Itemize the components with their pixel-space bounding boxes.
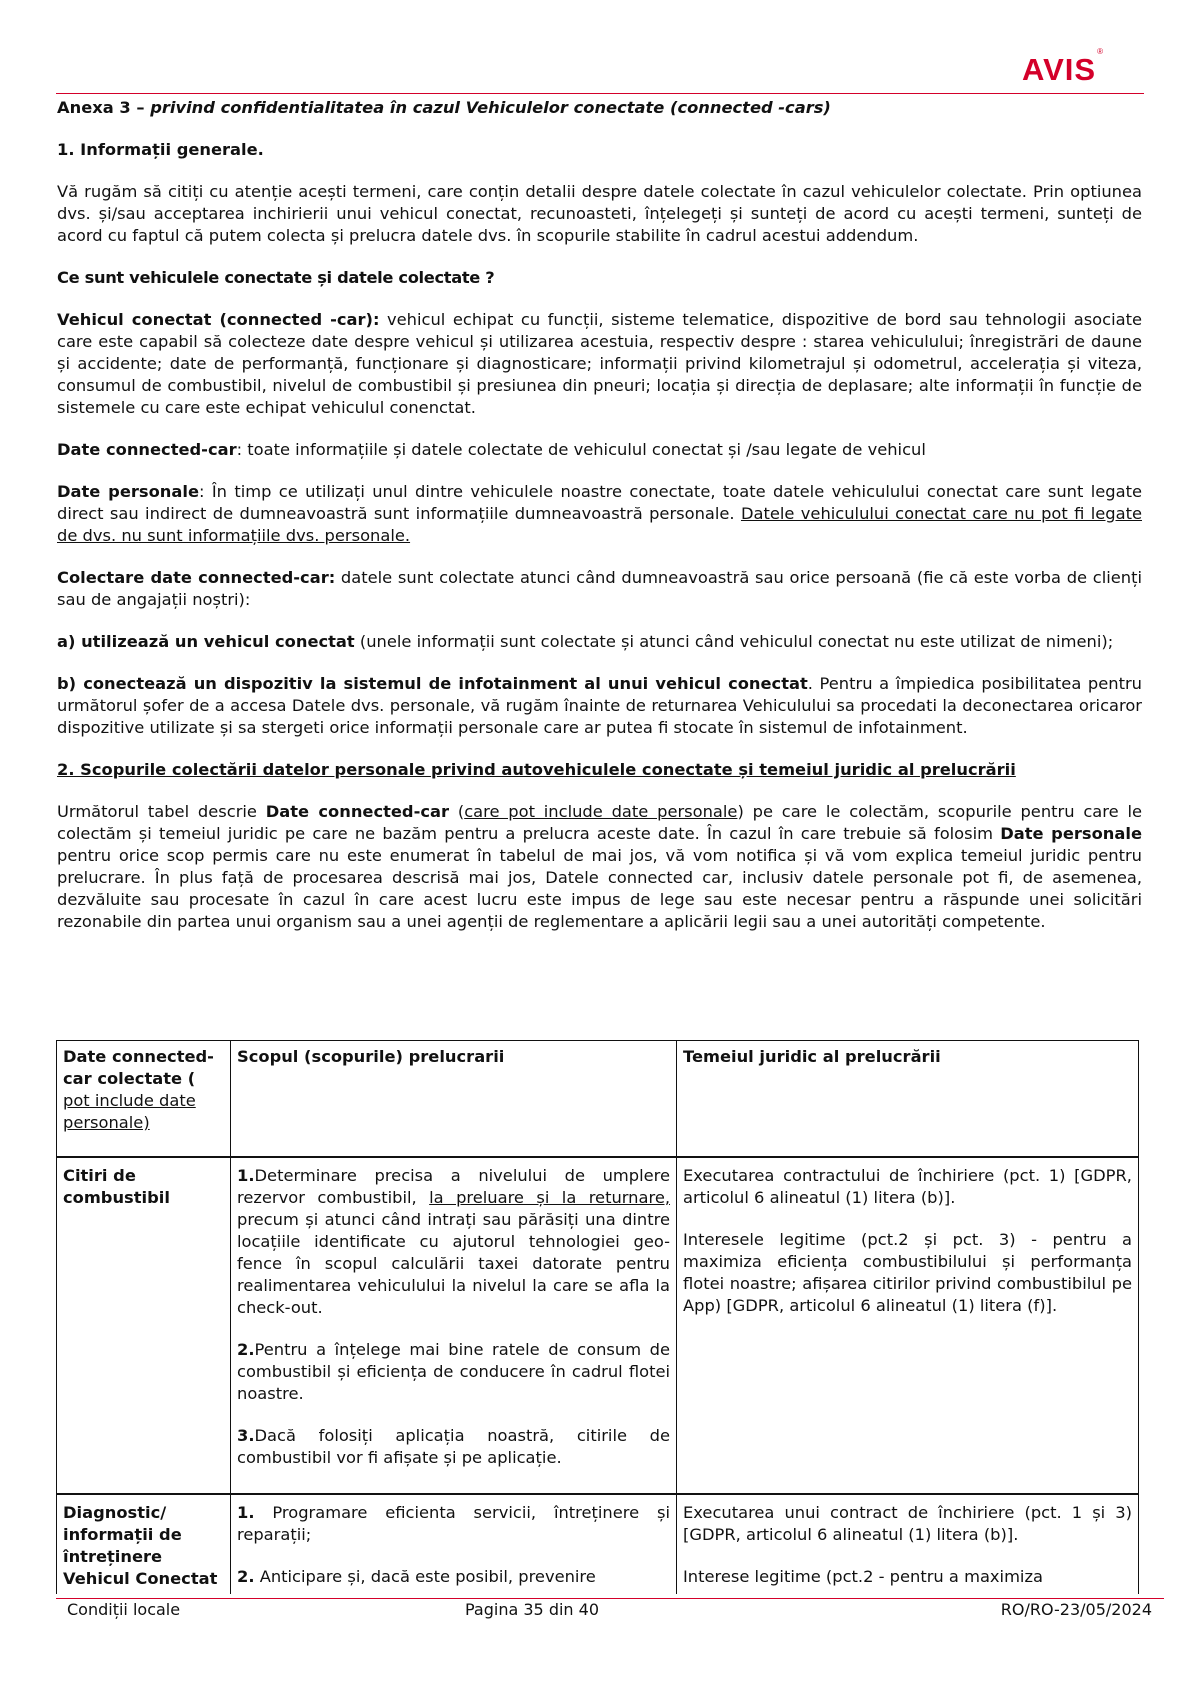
table-row — [57, 1494, 1139, 1594]
header-purpose-text: Scopul (scopurile) prelucrarii — [237, 1047, 505, 1066]
document-code: RO/RO-23/05/2024 — [1000, 1600, 1152, 1619]
definition-data-term: Date connected-car — [57, 440, 237, 459]
definition-vehicle-text: vehicul echipat cu funcții, sisteme telematice, dispozitive de bord sau tehnologii asociate care este capabil să colecteze date despre vehicul și utilizarea acestuia, respectiv despre : starea vehiculului; înregistrări de daune și accidente; date de performanță, funcționare și diagnosticare; informații privind kilometrajul și odometrul, accelerația și viteza, consumul de combustibil, nivelul de combustibil și presiunea din pneuri; locația și direcția de deplasare; alte informații în funcție de sistemele cu care este echipat vehiculul conenctat. — [57, 310, 1142, 417]
fuel-purpose-1 — [237, 1165, 670, 1319]
s2-text-1: Următorul tabel descrie — [57, 802, 266, 821]
definition-personal — [57, 481, 1142, 547]
header-cell-legal — [677, 1041, 1139, 1158]
row-purpose-fuel — [231, 1157, 677, 1494]
row-label-diagnostic — [57, 1494, 231, 1594]
header-cell-data — [57, 1041, 231, 1158]
annex-title — [57, 97, 1142, 119]
page-number: Pagina 35 din 40 — [465, 1600, 599, 1619]
fuel-purpose-1-num: 1. — [237, 1166, 255, 1185]
fuel-purpose-2-text: Pentru a înțelege mai bine ratele de consum de combustibil și eficiența de conducere în cadrul flotei noastre. — [237, 1340, 670, 1403]
diag-purpose-1-num: 1. — [237, 1503, 255, 1522]
question-heading — [57, 267, 1142, 289]
diag-legal-2: Interese legitime (pct.2 - pentru a maximiza — [683, 1567, 1043, 1586]
s2-text-3: ) pe care le colectăm, scopurile pentru care le colectăm și temeiul juridic pe care ne bazăm pentru a prelucra aceste date. În cazul în care trebuie să folosim — [57, 802, 1142, 843]
fuel-purpose-2 — [237, 1339, 670, 1405]
definition-vehicle — [57, 309, 1142, 419]
diag-purpose-2-text: Anticipare și, dacă este posibil, prevenire — [254, 1567, 596, 1586]
fuel-legal-1: Executarea contractului de închiriere (pct. 1) [GDPR, articolul 6 alineatul (1) litera (b)]. — [683, 1166, 1132, 1207]
definition-collect-text: datele sunt colectate atunci când dumneavoastră sau orice persoană (fie că este vorba de clienți sau de angajații noștri): — [57, 568, 1142, 609]
diag-purpose-2 — [237, 1566, 670, 1588]
definition-data-text: : toate informațiile și datele colectate de vehiculul conectat și /sau legate de vehicul — [236, 440, 926, 459]
fuel-purpose-3-num: 3. — [237, 1426, 255, 1445]
item-b-term: b) conectează un dispozitiv la sistemul de infotainment al unui vehicul conectat — [57, 674, 808, 693]
s2-bold-2: Date personale — [1000, 824, 1142, 843]
definition-personal-underlined: Datele vehiculului conectat care nu pot fi legate de dvs. nu sunt informațiile dvs. personale. — [57, 504, 1142, 545]
avis-logo — [1022, 46, 1104, 87]
fuel-purpose-1-text-a: Determinare precisa a nivelului de umplere rezervor combustibil, — [237, 1166, 670, 1207]
diag-legal-1: Executarea unui contract de închiriere (pct. 1 și 3) [GDPR, articolul 6 alineatul (1) litera (b)]. — [683, 1503, 1132, 1544]
definition-collect — [57, 567, 1142, 611]
s2-text-4: pentru orice scop permis care nu este enumerat în tabelul de mai jos, vă vom notifica și vă vom explica temeiul juridic pentru prelucrare. În plus față de procesarea descrisă mai jos, Datele connected car, inclusiv datele personale pot fi, de asemenea, dezvăluite sau procesate în cazul în care acest lucru este impus de lege sau este necesar pentru a răspunde unei solicitări rezonabile din partea unui organism sau a unei agenții de reglementare a aplicării legii sau a unei autorități competente. — [57, 846, 1142, 931]
item-a-term: a) utilizează un vehicul conectat — [57, 632, 355, 651]
header-rule — [56, 93, 1144, 94]
definition-vehicle-term: Vehicul conectat (connected -car): — [57, 310, 380, 329]
fuel-purpose-1-underlined: la preluare și la returnare, — [429, 1188, 671, 1207]
row-label-fuel-text: Citiri de combustibil — [63, 1166, 170, 1207]
item-a — [57, 631, 1142, 653]
intro-paragraph: Vă rugăm să citiți cu atenție acești termeni, care conțin detalii despre datele colectate în cazul vehiculelor colectate. Prin optiunea dvs. și/sau acceptarea inchirierii unui vehicul conectat, recunoasteti, înțelegeți și sunteți de acord cu acești termeni, sunteți de acord cu faptul că putem colecta și prelucra datele dvs. în scopurile stabilite în cadrul acestui addendum. — [57, 182, 1142, 245]
annex-title-text: privind confidentialitatea în cazul Vehiculelor conectate (connected -cars) — [150, 98, 831, 117]
document-body — [57, 97, 1142, 953]
row-label-fuel — [57, 1157, 231, 1494]
registered-mark: ® — [1097, 46, 1104, 56]
row-legal-diagnostic — [677, 1494, 1139, 1594]
table-row — [57, 1157, 1139, 1494]
definition-data — [57, 439, 1142, 461]
definition-personal-text: : În timp ce utilizați unul dintre vehiculele noastre conectate, toate datele vehiculului conectat care sunt legate direct sau indirect de dumneavoastră sunt informațiile dumneavoastră personale. — [57, 482, 1142, 523]
annex-prefix: Anexa 3 – — [57, 98, 151, 117]
fuel-purpose-3-text: Dacă folosiți aplicația noastră, citirile de combustibil vor fi afișate și pe aplicație. — [237, 1426, 670, 1467]
fuel-purpose-1-text-b: precum și atunci când intrați sau părăsiți una dintre locațiile identificate cu ajutorul tehnologiei geo-fence în scopul calculării taxei datorate pentru realimentarea vehiculului la nivelul la care se afla la check-out. — [237, 1210, 670, 1317]
item-b — [57, 673, 1142, 739]
footer-rule — [56, 1598, 1164, 1599]
section2-heading-text: 2. Scopurile colectării datelor personale privind autovehiculele conectate și temeiul juridic al prelucrării — [57, 760, 1016, 779]
fuel-purpose-2-num: 2. — [237, 1340, 255, 1359]
fuel-purpose-3 — [237, 1425, 670, 1469]
header-data-underlined: pot include date personale) — [63, 1091, 196, 1132]
s2-underline: care pot include date personale — [464, 802, 738, 821]
s2-bold-1: Date connected-car — [265, 802, 450, 821]
table-header-row — [57, 1041, 1139, 1158]
section2-paragraph — [57, 801, 1142, 933]
row-legal-fuel — [677, 1157, 1139, 1494]
row-label-diagnostic-text: Diagnostic/ informații de întreținere Vehicul Conectat — [63, 1503, 218, 1588]
header-legal-text: Temeiul juridic al prelucrării — [683, 1047, 941, 1066]
section1-heading-text: 1. Informații generale. — [57, 140, 264, 159]
header-cell-purpose — [231, 1041, 677, 1158]
diag-purpose-1 — [237, 1502, 670, 1546]
footer-left: Condiții locale — [67, 1600, 181, 1619]
s2-text-2: ( — [449, 802, 465, 821]
diag-purpose-1-text: Programare eficienta servicii, întreținere și reparații; — [237, 1503, 670, 1544]
definition-collect-term: Colectare date connected-car: — [57, 568, 336, 587]
row-purpose-diagnostic — [231, 1494, 677, 1594]
item-a-text: (unele informații sunt colectate și atunci când vehiculul conectat nu este utilizat de nimeni); — [354, 632, 1114, 651]
item-b-text: . Pentru a împiedica posibilitatea pentru următorul șofer de a accesa Datele dvs. personale, vă rugăm înainte de returnarea Vehiculului sa procedati la deconectarea oricaror dispozitive utilizate și sa stergeti orice informații personale care ar putea fi stocate în sistemul de infotainment. — [57, 674, 1142, 737]
connected-car-data-table — [56, 1040, 1139, 1594]
logo-text: AVIS — [1022, 52, 1097, 87]
section2-heading — [57, 759, 1142, 781]
definition-personal-term: Date personale — [57, 482, 199, 501]
diag-purpose-2-num: 2. — [237, 1567, 255, 1586]
section1-heading — [57, 139, 1142, 161]
question-text: Ce sunt vehiculele conectate și datele colectate ? — [57, 268, 495, 287]
header-data-bold: Date connected-car colectate ( — [63, 1047, 214, 1088]
fuel-legal-2: Interesele legitime (pct.2 și pct. 3) - pentru a maximiza eficiența combustibilului și performanța flotei noastre; afișarea citirilor privind combustibilul pe App) [GDPR, articolul 6 alineatul (1) litera (f)]. — [683, 1230, 1132, 1315]
